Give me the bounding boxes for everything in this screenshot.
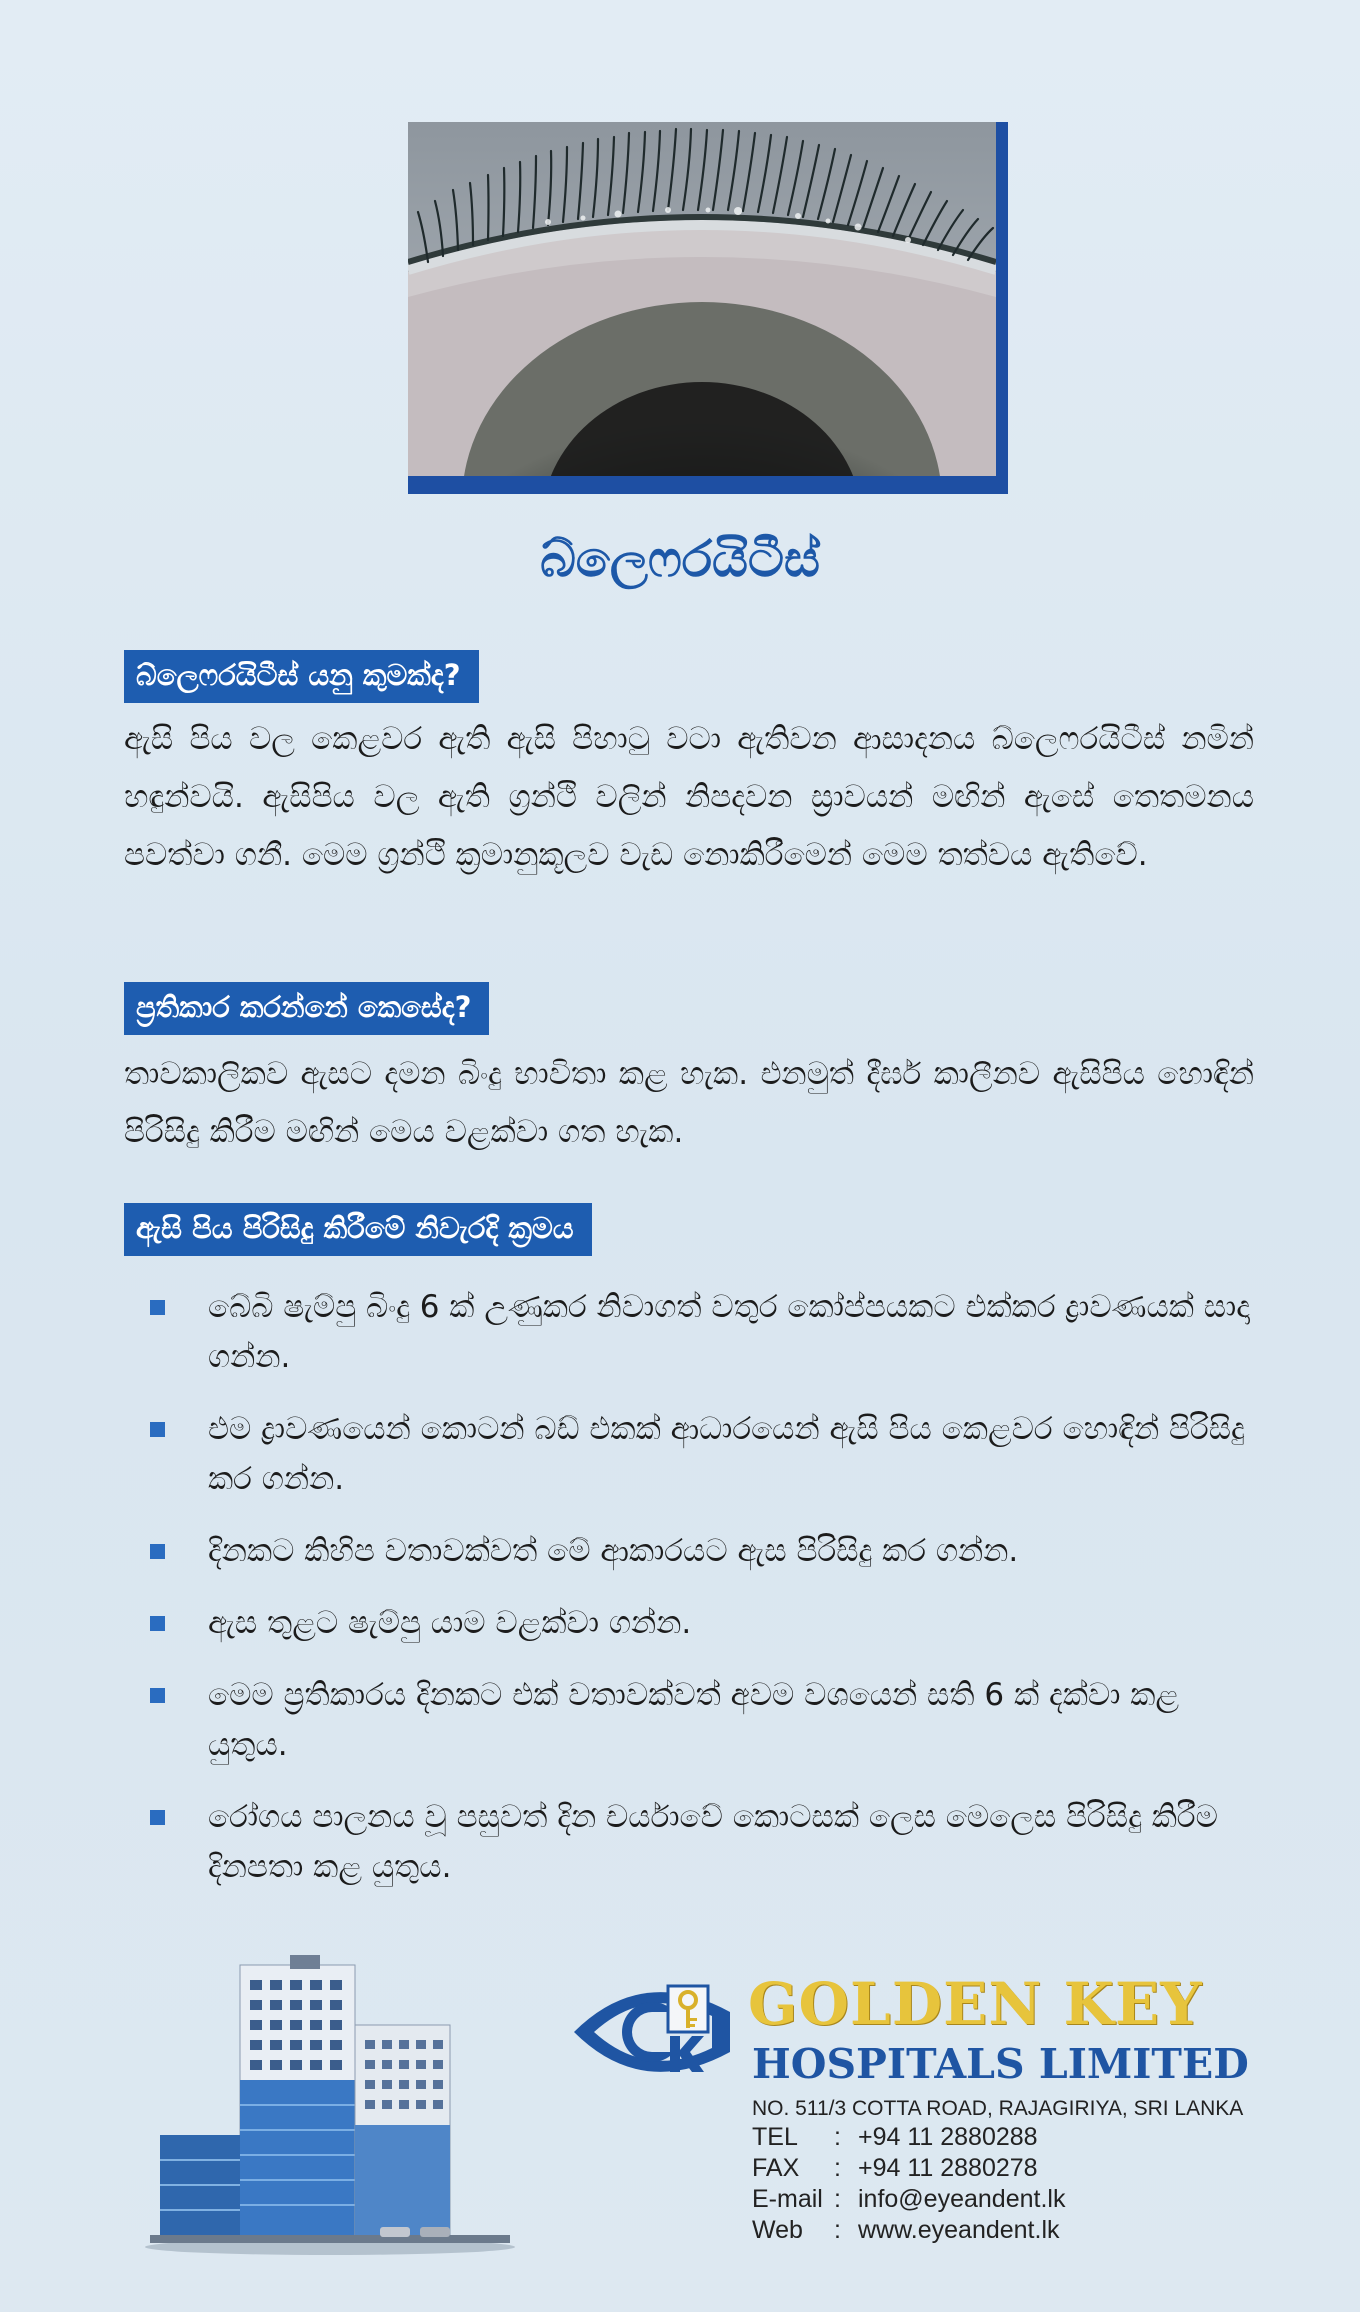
contact-label: FAX — [752, 2154, 800, 2182]
contact-separator: : — [834, 2216, 841, 2244]
list-item — [148, 1792, 1268, 1892]
eye-illustration — [408, 122, 996, 476]
section-heading-what-is: බ්ලෙෆරයිටීස් යනු කුමක්ද? — [124, 650, 479, 703]
section-body-treatment: තාවකාලිකව ඇසට දමන බිංදු භාවිතා කළ හැක. එනමුත් දීර්ඝ කාලීනව ඇසිපිය හොඳින් පිරිසිදු කිරීම මඟින් මෙය වළක්වා ගත හැක. — [124, 1056, 1254, 1150]
golden-key-logo-icon — [572, 1972, 732, 2090]
step-text: එම ද්‍රාවණයෙන් කොටන් බඩ් එකක් ආධාරයෙන් ඇසි පිය කෙළවර හොඳින් පිරිසිදු කර ගන්න. — [208, 1411, 1245, 1497]
brand-name-line1: GOLDEN KEY — [748, 1970, 1203, 2038]
step-text: දිනකට කිහිප වතාවක්වත් මේ ආකාරයට ඇස පිරිසිදු කර ගන්න. — [208, 1533, 1019, 1569]
contact-row-fax — [752, 2153, 1065, 2184]
bullet-square-icon — [150, 1688, 165, 1703]
step-text: රෝගය පාලනය වූ පසුවත් දින චර්යාවේ කොටසක් ලෙස මෙලෙස පිරිසිදු කිරීම දිනපතා කළ යුතුය. — [208, 1799, 1218, 1885]
section-body-what-is: ඇසි පිය වල කෙළවර ඇති ඇසි පිහාටු වටා ඇතිවන ආසාදනය බ්ලෙෆරයිටීස් නමින් හඳුන්වයි. ඇසිපිය වල ඇති ග්‍රන්ථි වලින් නිපදවන ස්‍රාවයන් මඟින් ඇසේ තෙතමනය පවත්වා ගනී. මෙම ග්‍රන්ථි ක්‍රමානුකූලව වැඩ නොකිරීමෙන් මෙම තත්වය ඇතිවේ. — [124, 721, 1254, 873]
contact-row-web — [752, 2215, 1065, 2246]
contact-row-tel — [752, 2122, 1065, 2153]
contact-fax-value: +94 11 2880278 — [858, 2154, 1038, 2182]
list-item — [148, 1404, 1268, 1504]
hospital-building-icon — [140, 1955, 520, 2255]
contact-separator: : — [834, 2123, 841, 2151]
contact-separator: : — [834, 2154, 841, 2182]
contact-email-value: info@eyeandent.lk — [858, 2185, 1066, 2213]
contact-label: Web — [752, 2216, 803, 2244]
bullet-square-icon — [150, 1422, 165, 1437]
bullet-square-icon — [150, 1810, 165, 1825]
bullet-square-icon — [150, 1616, 165, 1631]
bullet-square-icon — [150, 1300, 165, 1315]
step-text: බේබි ෂැම්පු බිංදු 6 ක් උණුකර නිවාගත් වතුර කෝප්පයකට එක්කර ද්‍රාවණයක් සාදා ගන්න. — [208, 1289, 1251, 1375]
contact-row-email — [752, 2184, 1065, 2215]
eye-photo-frame — [408, 122, 1008, 494]
bullet-square-icon — [150, 1544, 165, 1559]
contact-separator: : — [834, 2185, 841, 2213]
hospital-address: NO. 511/3 COTTA ROAD, RAJAGIRIYA, SRI LANKA — [752, 2097, 1244, 2120]
step-text: ඇස තුළට ෂැම්පු යාම වළක්වා ගන්න. — [208, 1605, 692, 1641]
list-item — [148, 1670, 1268, 1770]
eye-photo — [408, 122, 996, 476]
section-heading-cleaning-method: ඇසි පිය පිරිසිදු කිරීමේ නිවැරදි ක්‍රමය — [124, 1203, 592, 1256]
contact-details — [752, 2122, 1065, 2246]
step-text: මෙම ප්‍රතිකාරය දිනකට එක් වතාවක්වත් අවම වශයෙන් සති 6 ක් දක්වා කළ යුතුය. — [208, 1677, 1180, 1763]
page-title: බ්ලෙෆරයිටීස් — [540, 530, 820, 588]
contact-label: E-mail — [752, 2185, 823, 2213]
cleaning-steps-list — [148, 1282, 1268, 1914]
brand-name-line2: HOSPITALS LIMITED — [752, 2040, 1249, 2088]
list-item — [148, 1526, 1268, 1576]
list-item — [148, 1598, 1268, 1648]
contact-tel-value: +94 11 2880288 — [858, 2123, 1038, 2151]
section-heading-treatment: ප්‍රතිකාර කරන්නේ කෙසේද? — [124, 982, 489, 1035]
list-item — [148, 1282, 1268, 1382]
contact-web-value: www.eyeandent.lk — [858, 2216, 1060, 2244]
contact-label: TEL — [752, 2123, 798, 2151]
